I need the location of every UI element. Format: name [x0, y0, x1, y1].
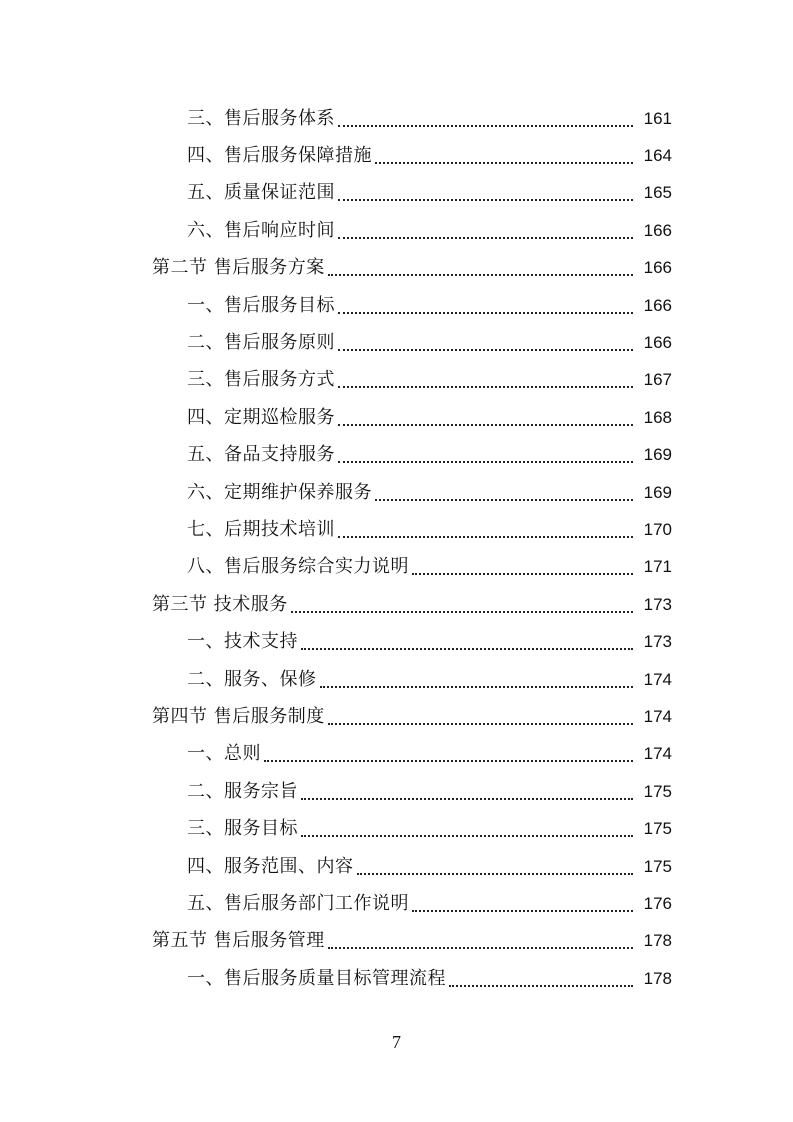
toc-entry-page: 169 [643, 482, 672, 502]
toc-entry-label: 三、服务目标 [187, 818, 298, 840]
toc-entry-label: 四、服务范围、内容 [187, 855, 354, 877]
toc-dot-leader [338, 237, 633, 239]
toc-entry-label: 六、定期维护保养服务 [187, 481, 372, 503]
toc-subsection-row [0, 511, 793, 548]
toc-entry-label: 二、售后服务原则 [187, 332, 335, 354]
toc-entry-label: 一、技术支持 [187, 631, 298, 653]
toc-entry-label: 三、售后服务体系 [187, 107, 335, 129]
toc-entry-label: 一、总则 [187, 743, 261, 765]
toc-subsection-row [0, 885, 793, 922]
toc-subsection-row [0, 399, 793, 436]
toc-entry-page: 175 [643, 781, 672, 801]
toc-entry-page: 166 [643, 258, 672, 278]
toc-dot-leader [301, 835, 633, 837]
toc-dot-leader [338, 199, 633, 201]
toc-entry-page: 176 [643, 893, 672, 913]
toc-dot-leader [412, 573, 633, 575]
toc-entry-label: 七、后期技术培训 [187, 518, 335, 540]
toc-entry-page: 168 [643, 407, 672, 427]
toc-dot-leader [357, 873, 634, 875]
toc-entry-label: 四、售后服务保障措施 [187, 145, 372, 167]
toc-entry-page: 166 [643, 295, 672, 315]
toc-dot-leader [338, 461, 633, 463]
toc-dot-leader [328, 947, 633, 949]
toc-dot-leader [338, 424, 633, 426]
toc-dot-leader [328, 274, 633, 276]
page-number: 7 [392, 1032, 401, 1052]
toc-dot-leader [375, 162, 633, 164]
toc-entry-label: 第二节 售后服务方案 [152, 257, 325, 279]
toc-subsection-row [0, 960, 793, 997]
toc-entry-label: 第三节 技术服务 [152, 593, 288, 615]
toc-entry-label: 第四节 售后服务制度 [152, 705, 325, 727]
toc-entry-page: 178 [643, 931, 672, 951]
toc-dot-leader [338, 312, 633, 314]
toc-dot-leader [301, 798, 633, 800]
toc-dot-leader [338, 125, 633, 127]
toc-dot-leader [338, 386, 633, 388]
toc-subsection-row [0, 623, 793, 660]
toc-entry-page: 171 [643, 557, 672, 577]
toc-section-row [0, 923, 793, 960]
table-of-contents [0, 100, 793, 997]
toc-dot-leader [375, 499, 633, 501]
toc-subsection-row [0, 212, 793, 249]
toc-entry-page: 178 [643, 968, 672, 988]
toc-entry-page: 169 [643, 445, 672, 465]
toc-dot-leader [338, 536, 633, 538]
toc-entry-label: 五、备品支持服务 [187, 444, 335, 466]
toc-entry-page: 174 [643, 744, 672, 764]
toc-subsection-row [0, 736, 793, 773]
toc-entry-label: 三、售后服务方式 [187, 369, 335, 391]
toc-subsection-row [0, 362, 793, 399]
toc-subsection-row [0, 773, 793, 810]
toc-entry-label: 五、售后服务部门工作说明 [187, 892, 409, 914]
toc-section-row [0, 698, 793, 735]
toc-subsection-row [0, 100, 793, 137]
toc-entry-label: 八、售后服务综合实力说明 [187, 556, 409, 578]
toc-entry-label: 二、服务、保修 [187, 668, 317, 690]
toc-entry-page: 167 [643, 370, 672, 390]
toc-dot-leader [338, 349, 633, 351]
toc-entry-page: 174 [643, 706, 672, 726]
toc-entry-page: 165 [643, 183, 672, 203]
toc-entry-label: 一、售后服务目标 [187, 294, 335, 316]
toc-subsection-row [0, 287, 793, 324]
toc-dot-leader [328, 723, 633, 725]
toc-subsection-row [0, 324, 793, 361]
toc-dot-leader [301, 648, 633, 650]
toc-entry-label: 五、质量保证范围 [187, 182, 335, 204]
toc-entry-label: 一、售后服务质量目标管理流程 [187, 967, 446, 989]
toc-dot-leader [264, 760, 633, 762]
toc-subsection-row [0, 175, 793, 212]
toc-section-row [0, 586, 793, 623]
toc-subsection-row [0, 474, 793, 511]
toc-entry-page: 170 [643, 519, 672, 539]
toc-subsection-row [0, 810, 793, 847]
toc-entry-page: 175 [643, 856, 672, 876]
toc-entry-page: 164 [643, 146, 672, 166]
toc-section-row [0, 250, 793, 287]
toc-entry-page: 174 [643, 669, 672, 689]
toc-dot-leader [412, 910, 633, 912]
toc-dot-leader [291, 611, 633, 613]
toc-dot-leader [320, 686, 634, 688]
toc-entry-label: 第五节 售后服务管理 [152, 930, 325, 952]
toc-entry-label: 六、售后响应时间 [187, 219, 335, 241]
toc-subsection-row [0, 137, 793, 174]
toc-entry-page: 166 [643, 220, 672, 240]
toc-entry-page: 161 [643, 108, 672, 128]
toc-entry-label: 二、服务宗旨 [187, 780, 298, 802]
toc-entry-page: 175 [643, 819, 672, 839]
toc-subsection-row [0, 848, 793, 885]
toc-subsection-row [0, 661, 793, 698]
toc-subsection-row [0, 437, 793, 474]
toc-dot-leader [449, 985, 633, 987]
toc-entry-page: 166 [643, 333, 672, 353]
toc-entry-page: 173 [643, 594, 672, 614]
toc-subsection-row [0, 549, 793, 586]
toc-entry-label: 四、定期巡检服务 [187, 406, 335, 428]
toc-entry-page: 173 [643, 632, 672, 652]
